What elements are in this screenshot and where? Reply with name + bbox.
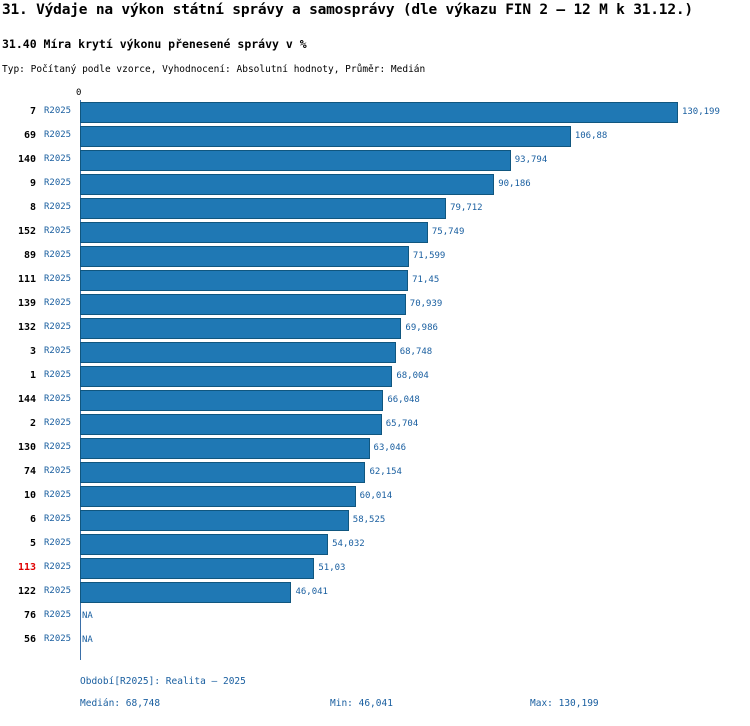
bar[interactable] <box>80 582 291 603</box>
row-category-label: 3 <box>29 346 36 357</box>
bar[interactable] <box>80 342 396 363</box>
row-period-label: R2025 <box>44 202 72 212</box>
bar-value-label: 130,199 <box>681 107 720 117</box>
bar-value-label: 65,704 <box>385 419 419 429</box>
stat-min: Min: 46,041 <box>330 698 393 709</box>
bar[interactable] <box>80 294 406 315</box>
row-bar-container <box>80 318 746 339</box>
legend-period: Období[R2025]: Realita – 2025 <box>80 676 246 687</box>
row-bar-container <box>80 438 746 459</box>
row-period-label: R2025 <box>44 370 72 380</box>
row-bar-container <box>80 462 746 483</box>
row-bar-container <box>80 294 746 315</box>
row-category-label: 10 <box>23 490 36 501</box>
row-period-label: R2025 <box>44 490 72 500</box>
axis-zero-label: 0 <box>76 88 82 98</box>
row-category-label: 76 <box>23 610 36 621</box>
table-row[interactable] <box>0 173 750 197</box>
row-bar-container <box>80 150 746 171</box>
table-row[interactable] <box>0 581 750 605</box>
row-bar-container <box>80 390 746 411</box>
row-bar-container <box>80 486 746 507</box>
row-category-label: 56 <box>23 634 36 645</box>
bar-value-label: 68,748 <box>399 347 433 357</box>
table-row[interactable] <box>0 269 750 293</box>
row-period-label: R2025 <box>44 226 72 236</box>
row-category-label: 139 <box>17 298 36 309</box>
bar[interactable] <box>80 126 571 147</box>
row-bar-container <box>80 630 746 651</box>
page-title: 31. Výdaje na výkon státní správy a samosprávy (dle výkazu FIN 2 – 12 M k 31.12.) <box>2 2 693 18</box>
row-category-label: 2 <box>29 418 36 429</box>
bar-value-label: 71,45 <box>412 275 440 285</box>
table-row[interactable] <box>0 365 750 389</box>
row-category-label: 9 <box>29 178 36 189</box>
row-bar-container <box>80 582 746 603</box>
row-period-label: R2025 <box>44 514 72 524</box>
table-row[interactable] <box>0 125 750 149</box>
row-period-label: R2025 <box>44 250 72 260</box>
row-bar-container <box>80 102 746 123</box>
bar[interactable] <box>80 558 314 579</box>
row-category-label: 144 <box>17 394 36 405</box>
row-period-label: R2025 <box>44 130 72 140</box>
row-category-label: 7 <box>29 106 36 117</box>
row-bar-container <box>80 558 746 579</box>
row-category-label: 111 <box>17 274 36 285</box>
table-row[interactable] <box>0 437 750 461</box>
bar-value-label: 79,712 <box>450 203 483 213</box>
bar-value-label: 66,048 <box>387 395 420 405</box>
bar[interactable] <box>80 198 446 219</box>
row-category-label: 5 <box>29 538 36 549</box>
row-period-label: R2025 <box>44 562 72 572</box>
row-period-label: R2025 <box>44 106 72 116</box>
row-bar-container <box>80 198 746 219</box>
row-category-label: 130 <box>17 442 36 453</box>
row-category-label: 113 <box>17 562 36 573</box>
bar-value-label: 106,88 <box>574 131 608 141</box>
row-period-label: R2025 <box>44 418 72 428</box>
row-period-label: R2025 <box>44 610 72 620</box>
row-category-label: 74 <box>23 466 36 477</box>
table-row[interactable] <box>0 389 750 413</box>
bar-value-label: 69,986 <box>405 323 438 333</box>
bar-value-label: 68,004 <box>396 371 429 381</box>
row-category-label: 152 <box>17 226 36 237</box>
stat-max: Max: 130,199 <box>530 698 599 709</box>
row-bar-container <box>80 270 746 291</box>
table-row[interactable] <box>0 197 750 221</box>
table-row[interactable] <box>0 509 750 533</box>
row-period-label: R2025 <box>44 274 72 284</box>
row-category-label: 122 <box>17 586 36 597</box>
bar[interactable] <box>80 150 511 171</box>
bar-value-label: 46,041 <box>295 587 328 597</box>
row-bar-container <box>80 246 746 267</box>
row-category-label: 1 <box>29 370 36 381</box>
bar[interactable] <box>80 246 409 267</box>
row-bar-container <box>80 510 746 531</box>
row-category-label: 132 <box>17 322 36 333</box>
bar-value-label: 93,794 <box>514 155 548 165</box>
bar[interactable] <box>80 270 408 291</box>
row-bar-container <box>80 414 746 435</box>
row-period-label: R2025 <box>44 442 72 452</box>
bar[interactable] <box>80 222 428 243</box>
bar-value-label: 70,939 <box>409 299 443 309</box>
row-bar-container <box>80 534 746 555</box>
table-row[interactable] <box>0 149 750 173</box>
row-bar-container <box>80 342 746 363</box>
bar-value-label: NA <box>82 635 93 645</box>
row-bar-container <box>80 606 746 627</box>
row-period-label: R2025 <box>44 298 72 308</box>
bar[interactable] <box>80 366 392 387</box>
row-period-label: R2025 <box>44 178 72 188</box>
row-period-label: R2025 <box>44 586 72 596</box>
table-row[interactable] <box>0 341 750 365</box>
row-period-label: R2025 <box>44 466 72 476</box>
bar[interactable] <box>80 534 328 555</box>
chart-type-line: Typ: Počítaný podle vzorce, Vyhodnocení: Absolutní hodnoty, Průměr: Medián <box>2 64 426 75</box>
row-bar-container <box>80 174 746 195</box>
bar[interactable] <box>80 486 356 507</box>
bar[interactable] <box>80 462 365 483</box>
chart-subtitle: 31.40 Míra krytí výkonu přenesené správy v % <box>2 37 307 51</box>
bar[interactable] <box>80 438 370 459</box>
table-row[interactable] <box>0 533 750 557</box>
row-period-label: R2025 <box>44 346 72 356</box>
bar-value-label: 62,154 <box>369 467 402 477</box>
table-row[interactable] <box>0 461 750 485</box>
table-row[interactable] <box>0 485 750 509</box>
bar-value-label: 54,032 <box>332 539 365 549</box>
row-category-label: 89 <box>23 250 36 261</box>
row-period-label: R2025 <box>44 154 72 164</box>
bar-value-label: 63,046 <box>373 443 407 453</box>
table-row[interactable] <box>0 605 750 629</box>
bar-value-label: 90,186 <box>498 179 531 189</box>
row-bar-container <box>80 366 746 387</box>
chart-plot-area <box>0 88 750 668</box>
row-category-label: 69 <box>23 130 36 141</box>
bar-value-label: 75,749 <box>431 227 465 237</box>
bar-value-label: NA <box>82 611 93 621</box>
row-period-label: R2025 <box>44 634 72 644</box>
table-row[interactable] <box>0 245 750 269</box>
bar-value-label: 58,525 <box>352 515 386 525</box>
row-period-label: R2025 <box>44 322 72 332</box>
bar-rows <box>0 101 750 653</box>
stat-median: Medián: 68,748 <box>80 698 161 709</box>
bar-value-label: 51,03 <box>318 563 346 573</box>
table-row[interactable] <box>0 413 750 437</box>
bar[interactable] <box>80 318 401 339</box>
bar[interactable] <box>80 414 382 435</box>
table-row[interactable] <box>0 317 750 341</box>
table-row[interactable] <box>0 557 750 581</box>
bar[interactable] <box>80 174 494 195</box>
bar[interactable] <box>80 102 678 123</box>
bar-value-label: 60,014 <box>359 491 393 501</box>
row-category-label: 8 <box>29 202 36 213</box>
table-row[interactable] <box>0 293 750 317</box>
table-row[interactable] <box>0 101 750 125</box>
row-category-label: 6 <box>29 514 36 525</box>
row-bar-container <box>80 126 746 147</box>
row-category-label: 140 <box>17 154 36 165</box>
row-bar-container <box>80 222 746 243</box>
table-row[interactable] <box>0 221 750 245</box>
row-period-label: R2025 <box>44 394 72 404</box>
table-row[interactable] <box>0 629 750 653</box>
bar-value-label: 71,599 <box>412 251 446 261</box>
bar[interactable] <box>80 510 349 531</box>
bar[interactable] <box>80 390 383 411</box>
row-period-label: R2025 <box>44 538 72 548</box>
